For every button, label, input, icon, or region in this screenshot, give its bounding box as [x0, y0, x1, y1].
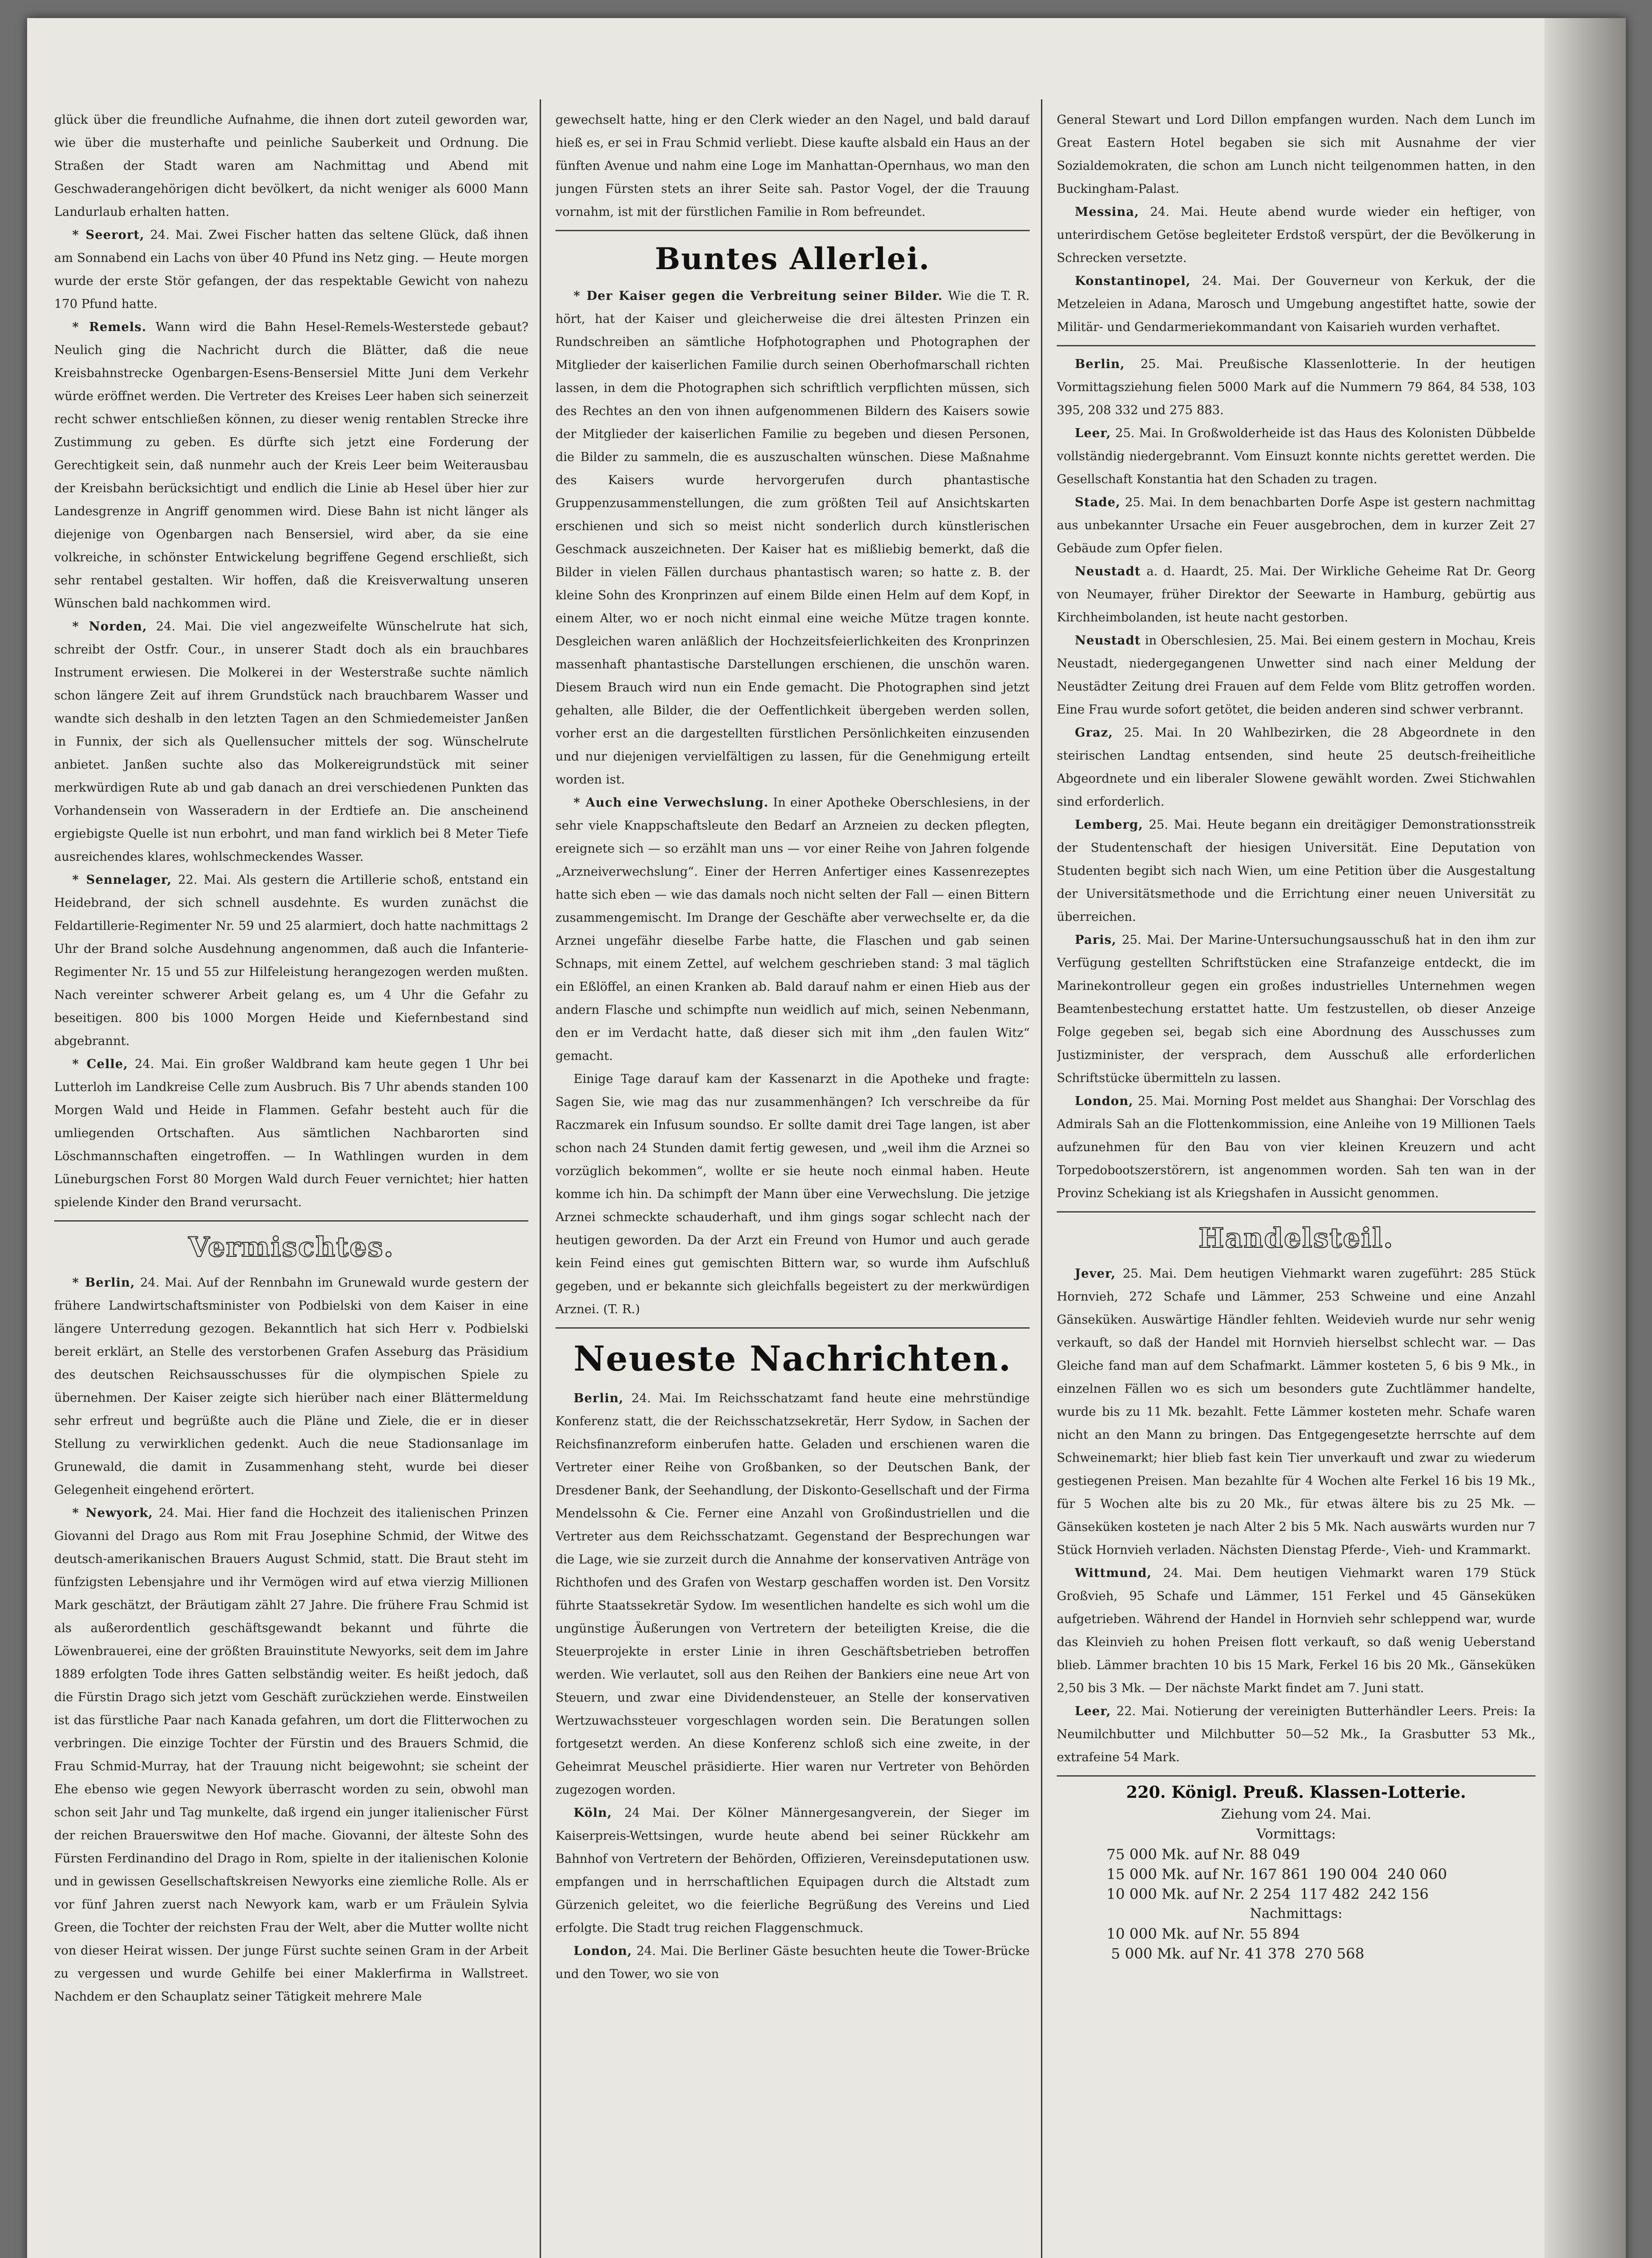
lottery-session-morning: Vormittags: [1256, 1826, 1336, 1842]
section-heading-buntes-allerlei: Buntes Allerlei. [655, 241, 930, 276]
article-text: 25. Mai. In 20 Wahlbezirken, die 28 Abgeordnete in den steirischen Landtag entsenden, sind heute 25 deutsch-freiheitliche Abgeordnete und ein liberaler Slowene gewählt worden. Zwei Stichwahlen sind erforderlich. [1057, 726, 1535, 809]
lottery-row: 5 000 Mk. auf Nr. 41 378 270 568 [1106, 1945, 1364, 1962]
article-text: 25. Mai. Dem heutigen Viehmarkt waren zugeführt: 285 Stück Hornvieh, 272 Schafe und Lämmer, 253 Schweine und eine Anzahl Gänseküken. Auswärtige Händler fehlten. Weidevieh wurde nur sehr wenig verkauft, so daß der Handel mit Hornvieh hierselbst schlecht war. — Das Gleiche fand man auf dem Schafmarkt. Lämmer kosteten 5, 6 bis 9 Mk., in einzelnen Fällen wo es sich um besonders gute Zuchtlämmer handelte, wurde bis zu 11 Mk. bezahlt. Fette Lämmer kosteten mehr. Schafe waren nicht an den Mann zu bringen. Das Entgegengesetzte herrschte auf dem Schweinemarkt; hier blieb fast kein Tier unverkauft und zwar zu wiederum gestiegenen Preisen. Man bezahlte für 4 Wochen alte Ferkel 16 bis 19 Mk., für 5 Wochen alte bis zu 20 Mk., für etwas ältere bis zu 25 Mk. — Gänseküken kosteten je nach Alter 2 bis 5 Mk. Nach auswärts wurden nur 7 Stück Hornvieh verladen. Nächsten Dienstag Pferde-, Vieh- und Krammarkt. [1057, 1267, 1535, 1557]
article [54, 1502, 528, 2008]
section-heading-neueste-nachrichten: Neueste Nachrichten. [574, 1339, 1012, 1379]
dateline: London, [574, 1944, 632, 1958]
lottery-row: 75 000 Mk. auf Nr. 88 049 [1106, 1846, 1300, 1863]
dateline: Neustadt [1075, 564, 1141, 578]
article [555, 285, 1030, 791]
article-text: a. d. Haardt, 25. Mai. Der Wirkliche Geheime Rat Dr. Georg von Neumayer, früher Direktor der Seewarte in Hamburg, gebürtig aus Kirchheimbolanden, ist heute nacht gestorben. [1057, 564, 1535, 625]
dateline: Paris, [1075, 933, 1117, 947]
article-text: 25. Mai. In Großwolderheide ist das Haus des Kolonisten Dübbelde vollständig niedergebrannt. Vom Einsuzt konnte nichts gerettet werden. Die Gesellschaft Konstantia hat den Schaden zu tragen. [1057, 426, 1535, 486]
article-text: gewechselt hatte, hing er den Clerk wieder an den Nagel, und bald darauf hieß es, er sei in Frau Schmid verliebt. Diese kaufte alsbald ein Haus an der fünften Avenue und nahm eine Loge im Manhattan-Opernhaus, wo man den jungen Fürsten stets an ihrer Seite sah. Pastor Vogel, der die Trauung vornahm, ist mit der fürstlichen Familie in Rom befreundet. [555, 113, 1030, 219]
article-text: 24. Mai. Im Reichsschatzamt fand heute eine mehrstündige Konferenz statt, die der Reichsschatzsekretär, Herr Sydow, in Sachen der Reichsfinanzreform einberufen hatte. Geladen und erschienen waren die Vertreter einer Reihe von Großbanken, so der Deutschen Bank, der Dresdener Bank, der Seehandlung, der Diskonto-Gesellschaft und der Firma Mendelssohn & Cie. Ferner eine Anzahl von Großindustriellen und die Vertreter aus dem Reichsschatzamt. Gegenstand der Besprechungen war die Lage, wie sie zurzeit durch die Annahme der konservativen Anträge von Richthofen und des Grafen von Westarp geschaffen worden ist. Den Vorsitz führte Staatssekretär Sydow. Im wesentlichen handelte es sich wohl um die ungünstige Äußerungen von Vertretern der beteiligten Kreise, die die Steuerprojekte in erster Linie in ihren Geschäftsbetrieben betroffen werden. Wie verlautet, soll aus den Reihen der Bankiers eine neue Art von Steuern, und zwar eine Dividendensteuer, an Stelle der konservativen Wertzuwachssteuer vorgeschlagen worden sein. Die Beratungen sollen fortgesetzt werden. An diese Konferenz schloß sich eine zweite, in der Geheimrat Meuschel präsidierte. Hier waren nur Vertreter von Behörden zugezogen worden. [555, 1391, 1030, 1797]
article-text: in Oberschlesien, 25. Mai. Bei einem gestern in Mochau, Kreis Neustadt, niedergegangenen Unwetter sind nach einer Meldung der Neustädter Zeitung drei Frauen auf dem Felde vom Blitz getroffen worden. Eine Frau wurde sofort getötet, die beiden anderen sind schwer verbrannt. [1057, 634, 1535, 717]
article [1057, 1562, 1535, 1700]
article [1057, 1262, 1535, 1562]
article-text: 25. Mai. Preußische Klassenlotterie. In der heutigen Vormittagsziehung fielen 5000 Mark auf die Nummern 79 864, 84 538, 103 395, 208 332 und 275 883. [1057, 357, 1535, 417]
article [1057, 1090, 1535, 1205]
article-text: Einige Tage darauf kam der Kassenarzt in die Apotheke und fragte: Sagen Sie, wie mag das nur zusammenhängen? Ich verschreibe da für Raczmarek ein Infusum soundso. Er sollte damit drei Tage langen, ist aber schon nach 24 Stunden damit fertig gewesen, und „weil ihm die Arznei so vorzüglich bekommen“, wollte er sie heute noch einmal haben. Heute komme ich hin. Da schimpft der Mann über eine Verwechslung. Die jetzige Arznei schmeckte schauderhaft, und ihm gings sogar schlecht nach der heutigen geworden. Da der Arzt ein Freund von Humor und auch gerade kein Feind eines gut gemischten Bittern war, so wurde ihm Aufschluß gegeben, und er bekannte sich gleichfalls begeistert zu der merkwürdigen Arznei. (T. R.) [555, 1072, 1030, 1316]
section-divider [1057, 1211, 1535, 1213]
dateline: Berlin, [1075, 357, 1125, 371]
newspaper-page [27, 18, 1626, 2258]
column-2 [555, 108, 1030, 2258]
article [1057, 270, 1535, 339]
article [1057, 353, 1535, 422]
article [1057, 422, 1535, 491]
dateline: Graz, [1075, 726, 1113, 740]
lottery-row: 15 000 Mk. auf Nr. 167 861 190 004 240 060 [1106, 1866, 1447, 1883]
article [555, 1801, 1030, 1940]
article-text: 24. Mai. Ein großer Waldbrand kam heute gegen 1 Uhr bei Lutterloh im Landkreise Celle zum Ausbruch. Bis 7 Uhr abends standen 100 Morgen Wald und Heide in Flammen. Gefahr besteht auch für die umliegenden Ortschaften. Aus sämtlichen Nachbarorten sind Löschmannschaften eingetroffen. — In Wathlingen wurden in dem Lüneburgschen Forst 80 Morgen Wald durch Feuer vernichtet; hier hatten spielende Kinder den Brand verursacht. [54, 1057, 528, 1209]
column-rule [540, 99, 541, 2258]
article [54, 224, 528, 316]
section-divider [54, 1220, 528, 1222]
section-heading-vermischtes: Vermischtes. [188, 1232, 394, 1263]
dateline: Wittmund, [1075, 1566, 1152, 1580]
article-text: 25. Mai. Morning Post meldet aus Shanghai: Der Vorschlag des Admirals Sah an die Flottenkommission, eine Anleihe von 19 Millionen Taels aufzunehmen für den Bau von vier kleinen Kreuzern und acht Torpedobootszerstörern, ist angenommen worden. Sah ten wan in der Provinz Schekiang ist als Kriegshafen in Aussicht genommen. [1057, 1094, 1535, 1200]
article-text: 24. Mai. Dem heutigen Viehmarkt waren 179 Stück Großvieh, 95 Schafe und Lämmer, 151 Ferkel und 45 Gänseküken aufgetrieben. Während der Handel in Hornvieh sehr schleppend war, wurde das Kleinvieh zu hohen Preisen flott verkauft, so daß wenig Ueberstand blieb. Lämmer brachten 10 bis 15 Mark, Ferkel 16 bis 20 Mk., Gänseküken 2,50 bis 3 Mk. — Der nächste Markt findet am 7. Juni statt. [1057, 1566, 1535, 1695]
dateline: * Celle, [72, 1057, 128, 1071]
article [54, 316, 528, 615]
dateline: Jever, [1075, 1267, 1116, 1281]
article-text: 24. Mai. Die Berliner Gäste besuchten heute die Tower-Brücke und den Tower, wo sie von [555, 1944, 1030, 1981]
dateline: * Berlin, [72, 1276, 135, 1290]
dateline: Berlin, [574, 1391, 624, 1405]
article [54, 1053, 528, 1214]
lottery-date: Ziehung vom 24. Mai. [1221, 1806, 1372, 1822]
article [555, 1387, 1030, 1801]
dateline: * Remels. [72, 320, 147, 334]
article-text: glück über die freundliche Aufnahme, die ihnen dort zuteil geworden war, wie über die musterhafte und peinliche Sauberkeit und Ordnung. Die Straßen der Stadt waren am Nachmittag und Abend mit Geschwaderangehörigen dicht bevölkert, da nicht weniger als 6000 Mann Landurlaub erhalten hatten. [54, 113, 528, 219]
dateline: * Norden, [72, 620, 147, 634]
lottery-row: 10 000 Mk. auf Nr. 2 254 117 482 242 156 [1106, 1885, 1429, 1903]
section-divider [555, 1327, 1030, 1329]
article-text: 24. Mai. Hier fand die Hochzeit des italienischen Prinzen Giovanni del Drago aus Rom mit Frau Josephine Schmid, der Witwe des deutsch-amerikanischen Brauers August Schmid, statt. Die Braut steht im fünfzigsten Lebensjahre und ihr Vermögen wird auf etwa vierzig Millionen Mark geschätzt, der Bräutigam zählt 27 Jahre. Die frühere Frau Schmid ist als außerordentlich geschäftsgewandt bekannt und führte die Löwenbrauerei, eine der größten Brauinstitute Newyorks, seit dem im Jahre 1889 erfolgten Tode ihres Gatten selbständig weiter. Es heißt jedoch, daß die Fürstin Drago sich jetzt vom Geschäft zurückziehen werde. Einstweilen ist das fürstliche Paar nach Kanada gefahren, um dort die Flitterwochen zu verbringen. Die einzige Tochter der Fürstin und des Brauers Schmid, die Frau Schmid-Murray, hat der Trauung nicht beigewohnt; sie scheint der Ehe ebenso wie gegen Newyork überrascht worden zu sein, obwohl man schon seit Jahr und Tag munkelte, daß irgend ein junger italienischer Fürst der reichen Brauerswitwe den Hof mache. Giovanni, der älteste Sohn des Fürsten Ferdinandino del Drago in Rom, spielte in der italienischen Kolonie und in gewissen Gesellschaftskreisen Newyorks eine ziemliche Rolle. Als er vor fünf Jahren zuerst nach Newyork kam, warb er um Fräulein Sylvia Green, die Tochter der reichsten Frau der Welt, aber die Mutter wollte nicht von dieser Heirat wissen. Der junge Fürst suchte seinen Gram in der Arbeit zu vergessen und wurde Gehilfe bei einer Maklerfirma in Wallstreet. Nachdem er den Schauplatz seiner Tätigkeit mehrere Male [54, 1506, 528, 2004]
section-divider [1057, 1775, 1535, 1777]
dateline: * Newyork, [72, 1506, 153, 1520]
lottery-row: 10 000 Mk. auf Nr. 55 894 [1106, 1925, 1300, 1942]
section-divider [555, 230, 1030, 231]
lottery-title: 220. Königl. Preuß. Klassen-Lotterie. [1126, 1783, 1466, 1802]
article-text: 24. Mai. Heute abend wurde wieder ein heftiger, von unterirdischem Getöse begleiteter Erdstoß verspürt, der die Bevölkerung in Schrecken versetzte. [1057, 205, 1535, 265]
article [54, 1271, 528, 1502]
article-text: Wann wird die Bahn Hesel-Remels-Westerstede gebaut? Neulich ging die Nachricht durch die Blätter, daß die neue Kreisbahnstrecke Ogenbargen-Esens-Bensersiel Mitte Juni dem Verkehr würde eröffnet werden. Die Vertreter des Kreises Leer haben sich seinerzeit recht schwer entschließen können, zu dieser wenig rentablen Strecke ihre Zustimmung zu geben. Es dürfte sich jetzt eine Forderung der Gerechtigkeit sein, daß nunmehr auch der Kreis Leer beim Weiterausbau der Kreisbahn berücksichtigt und endlich die Linie ab Hesel über hier zur Landesgrenze in Angriff genommen wird. Diese Bahn ist nicht länger als diejenige von Ogenbargen nach Bensersiel, wird aber, da sie eine volkreiche, in schönster Entwickelung begriffene Gegend erschließt, sich sehr rentabel gestalten. Wir hoffen, daß die Kreisverwaltung unseren Wünschen bald nachkommen wird. [54, 320, 528, 611]
dateline: Lemberg, [1075, 818, 1143, 832]
article [54, 615, 528, 868]
article [54, 868, 528, 1053]
article-text: 22. Mai. Notierung der vereinigten Butterhändler Leers. Preis: Ia Neumilchbutter und Milchbutter 50—52 Mk., Ia Grasbutter 53 Mk., extrafeine 54 Mark. [1057, 1704, 1535, 1764]
dateline: Konstantinopel, [1075, 274, 1191, 288]
lottery-session-afternoon: Nachmittags: [1250, 1906, 1343, 1922]
article-text: Wie die T. R. hört, hat der Kaiser und gleicherweise die drei ältesten Prinzen ein Rundschreiben an sämtliche Hofphotographen und Photographen der Mitglieder der kaiserlichen Familie durch seinen Oberhofmarschall richten lassen, in dem die Photographen sich schriftlich verpflichten müssen, sich des Rechtes an den von ihnen aufgenommenen Bildern des Kaisers sowie der Mitglieder der kaiserlichen Familie zu begeben und diesen Personen, die Bilder zu sammeln, die es auszuschalten wünschen. Diese Maßnahme des Kaisers wurde hervorgerufen durch phantastische Gruppenzusammenstellungen, die zum größten Teil auf Ansichtskarten erschienen und sich so meist nicht sonderlich durch künstlerischen Geschmack auszeichneten. Der Kaiser hat es mißliebig bemerkt, daß die Bilder in vielen Fällen durchaus phantastisch waren; so hatte z. B. der kleine Sohn des Kronprinzen auf einem Bilde einen Helm auf dem Kopf, in einem Alter, wo er noch nicht einmal eine weiche Mütze tragen konnte. Desgleichen waren anläßlich der Hochzeitsfeierlichkeiten des Kronprinzen massenhaft phantastische Darstellungen erschienen, die unschön waren. Diesem Brauch wird nun ein Ende gemacht. Die Photographen sind jetzt gehalten, alle Bilder, die der Oeffentlichkeit übergeben werden sollen, vorher erst an die dargestellten fürstlichen Persönlichkeiten einzusenden und nur diejenigen vervielfältigen zu lassen, für die Genehmigung erteilt worden ist. [555, 289, 1030, 787]
article [1057, 560, 1535, 629]
article-text: 24. Mai. Der Gouverneur von Kerkuk, der die Metzeleien in Adana, Marosch und Umgebung angestiftet hatte, sowie der Militär- und Gendarmeriekommandant von Kaisarieh wurden verhaftet. [1057, 274, 1535, 334]
article-text: 25. Mai. Heute begann ein dreitägiger Demonstrationsstreik der Studentenschaft der hiesigen Universität. Eine Deputation von Studenten begibt sich nach Wien, um eine Petition über die Ausgestaltung der Universitätsmethode und die Errichtung einer neuen Universität zu überreichen. [1057, 818, 1535, 924]
article-text: In einer Apotheke Oberschlesiens, in der sehr viele Knappschaftsleute den Bedarf an Arzneien zu decken pflegten, ereignete sich — so erzählt man uns — vor einer Reihe von Jahren folgende „Arzneiverwechslung“. Einer der Herren Anfertiger eines Kassenrezeptes hatte sich eben — wie das damals noch nicht selten der Fall — einen Bittern zusammengemischt. Im Drange der Geschäfte aber verwechselte er, da die Arznei ungefähr dieselbe Farbe hatte, die Flaschen und gab seinen Schnaps, mit einem Zettel, auf welchem geschrieben stand: 3 mal täglich ein Eßlöffel, an einen Kranken ab. Bald darauf nahm er einen Hieb aus der andern Flasche und schimpfte nun weidlich auf mich, seinen Nebenmann, den er im Verdacht hatte, daß dieser sich mit ihm „den faulen Witz“ gemacht. [555, 796, 1030, 1063]
dateline: Messina, [1075, 205, 1139, 219]
article-text: 25. Mai. Der Marine-Untersuchungsausschuß hat in den ihm zur Verfügung gestellten Schriftstücken eine Strafanzeige entdeckt, die im Marinekontrolleur gegen ein großes industrielles Unternehmen wegen Beamtenbestechung erstattet hatte. Um festzustellen, ob dieser Anzeige Folge gegeben sei, begab sich eine Abordnung des Ausschusses zum Justizminister, der versprach, dem Ausschuß alle erforderlichen Schriftstücke übermitteln zu lassen. [1057, 933, 1535, 1085]
article-text: 24. Mai. Die viel angezweifelte Wünschelrute hat sich, schreibt der Ostfr. Cour., in unserer Stadt doch als ein brauchbares Instrument erwiesen. Die Molkerei in der Westerstraße suchte nämlich schon längere Zeit auf ihrem Grundstück nach brauchbarem Wasser und wandte sich deshalb in den letzten Tagen an den Schmiedemeister Janßen in Funnix, der sich als Quellensucher mittels der sog. Wünschelrute anbietet. Janßen suchte also das Molkereigrundstück mit seiner merkwürdigen Rute ab und gab danach an drei verschiedenen Punkten das Vorhandensein von Wasseradern in der Erdtiefe an. Die anscheinend ergiebigste Quelle ist nun erbohrt, und man fand wirklich bei 8 Meter Tiefe ausreichendes klares, wohlschmeckendes Wasser. [54, 620, 528, 864]
article [1057, 629, 1535, 721]
article [1057, 813, 1535, 928]
dateline: * Sennelager, [72, 873, 172, 887]
section-heading-handelsteil: Handelsteil. [1198, 1222, 1394, 1254]
article-text: 24 Mai. Der Kölner Männergesangverein, der Sieger im Kaiserpreis-Wettsingen, wurde heute abend bei seiner Rückkehr am Bahnhof von Vertretern der Behörden, Offizieren, Vereinsdeputationen usw. empfangen und in herrschaftlichen Equipagen durch die Altstadt zum Gürzenich geleitet, wo die feierliche Begrüßung des Vereins und Lied erfolgte. Die Stadt trug reichen Flaggenschmuck. [555, 1806, 1030, 1935]
article [1057, 201, 1535, 270]
dateline: London, [1075, 1094, 1134, 1108]
article-text: 25. Mai. In dem benachbarten Dorfe Aspe ist gestern nachmittag aus unbekannter Ursache ein Feuer ausgebrochen, dem in kurzer Zeit 27 Gebäude zum Opfer fielen. [1057, 495, 1535, 555]
section-divider [1057, 345, 1535, 346]
lottery-box [1057, 1783, 1535, 1964]
article-text: 24. Mai. Auf der Rennbahn im Grunewald wurde gestern der frühere Landwirtschaftsminister von Podbielski von dem Kaiser in eine längere Unterredung gezogen. Bekanntlich hat sich Herr v. Podbielski bereit erklärt, an Stelle des verstorbenen Grafen Asseburg das Präsidium des deutschen Reichsausschusses für die olympischen Spiele zu übernehmen. Der Kaiser zeigte sich hierüber nach einer Blättermeldung sehr erfreut und begrüßte auch die Pläne und Ziele, die er in dieser Stellung zu verwirklichen gedenkt. Auch die neue Stadionsanlage im Grunewald, die damit in Zusammenhang steht, wurde bei dieser Gelegenheit eingehend erörtert. [54, 1276, 528, 1497]
dateline: Stade, [1075, 495, 1120, 509]
dateline: Neustadt [1075, 634, 1141, 648]
dateline: Leer, [1075, 426, 1111, 440]
article [1057, 721, 1535, 813]
dateline: * Seerort, [72, 228, 145, 242]
article [1057, 491, 1535, 560]
dateline: Leer, [1075, 1704, 1111, 1718]
article [555, 791, 1030, 1068]
article-text: 22. Mai. Als gestern die Artillerie schoß, entstand ein Heidebrand, der sich schnell ausdehnte. Es wurden zunächst die Feldartillerie-Regimenter Nr. 59 und 25 alarmiert, doch hatte nachmittags 2 Uhr der Brand solche Ausdehnung angenommen, daß auch die Infanterie-Regimenter Nr. 15 und 55 zur Hilfeleistung herangezogen werden mußten. Nach vereinter schwerer Arbeit gelang es, um 4 Uhr die Gefahr zu beseitigen. 800 bis 1000 Morgen Heide und Kiefernbestand sind abgebrannt. [54, 873, 528, 1048]
column-3 [1057, 108, 1535, 2258]
article [1057, 1700, 1535, 1769]
article-headline: * Auch eine Verwechslung. [574, 796, 769, 810]
article [555, 1940, 1030, 1986]
article-headline: * Der Kaiser gegen die Verbreitung seiner Bilder. [574, 289, 943, 303]
page-edge-shadow [1545, 18, 1626, 2258]
column-1 [54, 108, 528, 2258]
dateline: Köln, [574, 1806, 612, 1820]
column-rule [1041, 99, 1042, 2258]
article-text: General Stewart und Lord Dillon empfangen wurden. Nach dem Lunch im Great Eastern Hotel begaben sie sich mit Ausnahme der vier Sozialdemokraten, die schon am Lunch nicht teilgenommen hatten, in den Buckingham-Palast. [1057, 113, 1535, 196]
article-text: 24. Mai. Zwei Fischer hatten das seltene Glück, daß ihnen am Sonnabend ein Lachs von über 40 Pfund ins Netz ging. — Heute morgen wurde der erste Stör gefangen, der das respektable Gewicht von nahezu 170 Pfund hatte. [54, 228, 528, 311]
article [1057, 928, 1535, 1090]
